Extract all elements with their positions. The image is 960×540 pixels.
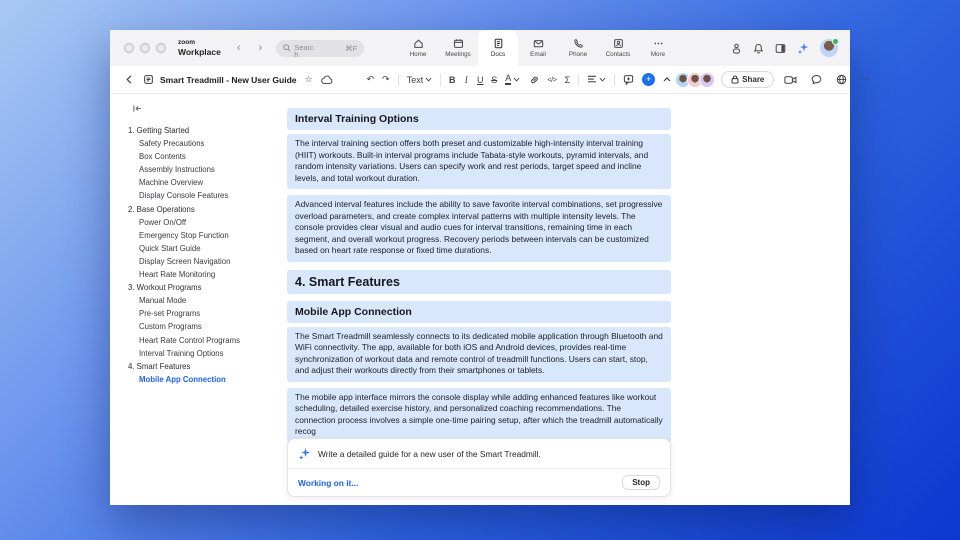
video-camera-icon[interactable] bbox=[780, 75, 801, 85]
document-workspace bbox=[110, 94, 850, 505]
ai-prompt-row bbox=[288, 439, 670, 468]
doc-paragraph[interactable]: The mobile app interface mirrors the console display while adding enhanced features like workout scheduling, detailed exercise history, and personalized coaching recommendations. The connection process involves a simple one-time pairing setup, after which the treadmill automatically recog bbox=[287, 388, 671, 443]
formatting-group bbox=[363, 73, 676, 86]
outline-item[interactable]: Display Screen Navigation bbox=[139, 256, 231, 266]
ai-companion-card bbox=[287, 438, 671, 497]
tab-contacts[interactable] bbox=[598, 30, 638, 66]
doc-heading[interactable]: 4. Smart Features bbox=[287, 270, 671, 294]
globe-icon[interactable] bbox=[832, 74, 851, 85]
document-body bbox=[287, 108, 671, 449]
meetings-icon bbox=[453, 38, 464, 49]
more-options-icon[interactable]: ⋯ bbox=[857, 74, 874, 85]
bold-button[interactable]: B bbox=[445, 75, 459, 85]
stop-button[interactable]: Stop bbox=[622, 475, 660, 490]
outline-item[interactable]: Heart Rate Monitoring bbox=[139, 270, 216, 280]
cloud-saved-icon[interactable] bbox=[317, 75, 337, 85]
outline-item[interactable]: Quick Start Guide bbox=[139, 243, 201, 253]
outline-item[interactable]: Power On/Off bbox=[139, 217, 187, 227]
text-color-dropdown[interactable]: A bbox=[501, 74, 524, 85]
document-title[interactable]: Smart Treadmill - New User Guide bbox=[160, 74, 297, 85]
tab-label: Contacts bbox=[605, 51, 631, 58]
outline-sidebar bbox=[128, 100, 280, 386]
outline-item[interactable]: 3. Workout Programs bbox=[128, 283, 202, 293]
tab-label: More bbox=[650, 51, 666, 58]
doc-heading[interactable]: Interval Training Options bbox=[287, 108, 671, 130]
align-dropdown[interactable] bbox=[583, 75, 610, 84]
close-window-button[interactable] bbox=[124, 43, 134, 53]
search-shortcut: ⌘F bbox=[345, 43, 358, 53]
insert-plus-button[interactable]: + bbox=[642, 73, 655, 86]
phone-icon bbox=[573, 38, 584, 49]
ai-sparkle-icon bbox=[298, 447, 311, 460]
divider bbox=[578, 74, 579, 86]
online-status-dot bbox=[832, 38, 839, 45]
user-avatar[interactable] bbox=[820, 39, 838, 57]
toolbar-right-group bbox=[675, 71, 874, 88]
tab-phone[interactable] bbox=[558, 30, 598, 66]
outline-item[interactable]: Custom Programs bbox=[139, 322, 202, 332]
user-icon[interactable] bbox=[731, 43, 742, 54]
ai-status-text: Working on it... bbox=[298, 477, 359, 488]
home-icon bbox=[413, 38, 424, 49]
outline-item[interactable]: Box Contents bbox=[139, 152, 186, 162]
docs-home-icon[interactable] bbox=[139, 74, 158, 85]
text-style-dropdown[interactable]: Text bbox=[403, 75, 437, 85]
outline-item[interactable]: Machine Overview bbox=[139, 178, 204, 188]
minimize-window-button[interactable] bbox=[140, 43, 150, 53]
back-nav-button[interactable]: ‹ bbox=[236, 42, 241, 54]
tab-label: Email bbox=[530, 51, 546, 58]
doc-paragraph[interactable]: The interval training section offers both preset and customizable high-intensity interval training (HIIT) workouts. Built-in interval programs include Tabata-style workouts, pyramid intervals, and random intensity variations. Users can specify work and rest periods, target speed and incline levels, and total workout duration. bbox=[287, 134, 671, 189]
notifications-bell-icon[interactable] bbox=[753, 43, 764, 54]
email-icon bbox=[533, 38, 544, 49]
collapse-toolbar-caret[interactable] bbox=[659, 77, 675, 82]
zoom-workplace-window bbox=[110, 30, 871, 504]
star-favorite-icon[interactable]: ☆ bbox=[301, 74, 317, 85]
chat-bubble-icon[interactable] bbox=[807, 74, 826, 85]
outline-item[interactable]: Assembly Instructions bbox=[139, 165, 215, 175]
collaborator-avatars[interactable] bbox=[675, 72, 715, 88]
outline-item[interactable]: Interval Training Options bbox=[139, 348, 224, 358]
outline-item[interactable]: 4. Smart Features bbox=[128, 361, 191, 371]
document-toolbar bbox=[110, 66, 871, 94]
tab-email[interactable] bbox=[518, 30, 558, 66]
outline-item[interactable]: Safety Precautions bbox=[139, 139, 205, 149]
tab-label: Phone bbox=[568, 51, 588, 58]
formula-button[interactable]: Σ bbox=[561, 75, 575, 85]
docs-icon bbox=[493, 38, 504, 49]
logo-zoom: zoom bbox=[178, 39, 195, 46]
code-block-button[interactable]: </> bbox=[543, 75, 560, 84]
doc-paragraph[interactable]: The Smart Treadmill seamlessly connects to its dedicated mobile application through Bluetooth and WiFi connectivity. The app, available for both iOS and Android devices, provides real-time synchronization of workout data and remote control of treadmill functions. Users can start, stop, and adjust their workouts directly from their smartphones or tablets. bbox=[287, 327, 671, 382]
search-icon bbox=[283, 42, 291, 52]
search-input[interactable] bbox=[276, 40, 364, 57]
doc-paragraph[interactable]: Advanced interval features include the ability to save favorite interval combinations, set progressive overload parameters, and create complex interval patterns with multiple intensity levels. The console provides clear visual and audio cues for interval transitions, remaining time in each segment, and overall workout progress. Recovery periods between intervals can be customized based on heart rate response or fixed time durations. bbox=[287, 195, 671, 262]
share-button[interactable]: Share bbox=[721, 71, 774, 88]
underline-button[interactable]: U bbox=[473, 75, 487, 85]
outline-item[interactable]: Display Console Features bbox=[139, 191, 229, 201]
more-icon bbox=[653, 38, 664, 49]
titlebar-right bbox=[731, 39, 838, 57]
divider bbox=[398, 74, 399, 86]
contacts-icon bbox=[613, 38, 624, 49]
outline-collapse-icon[interactable] bbox=[130, 102, 144, 115]
tab-home[interactable] bbox=[398, 30, 438, 66]
tab-label: Meetings bbox=[445, 51, 471, 58]
tab-more[interactable] bbox=[638, 30, 678, 66]
tab-meetings[interactable] bbox=[438, 30, 478, 66]
undo-icon[interactable]: ↶ bbox=[363, 74, 379, 85]
zoom-window-button[interactable] bbox=[156, 43, 166, 53]
redo-icon[interactable]: ↷ bbox=[378, 74, 394, 85]
comment-icon[interactable] bbox=[619, 74, 638, 85]
chevron-down-icon bbox=[599, 77, 606, 82]
side-panel-icon[interactable] bbox=[775, 43, 786, 54]
search-placeholder: Search bbox=[294, 42, 314, 59]
lock-icon bbox=[731, 75, 739, 84]
main-navigation bbox=[398, 30, 678, 66]
collaborator-avatar-3[interactable] bbox=[699, 72, 715, 88]
outline-item[interactable]: 1. Getting Started bbox=[128, 126, 190, 135]
logo-workplace: Workplace bbox=[178, 46, 221, 57]
italic-button[interactable]: I bbox=[459, 75, 473, 85]
strikethrough-button[interactable]: S bbox=[487, 75, 501, 85]
chevron-down-icon bbox=[425, 77, 432, 82]
divider bbox=[614, 74, 615, 86]
doc-heading[interactable]: Mobile App Connection bbox=[287, 301, 671, 323]
back-button[interactable] bbox=[120, 74, 139, 85]
window-controls bbox=[124, 43, 166, 53]
tab-label: Docs bbox=[490, 51, 506, 58]
outline-item[interactable]: Heart Rate Control Programs bbox=[139, 335, 240, 345]
titlebar bbox=[110, 30, 850, 66]
tab-label: Home bbox=[409, 51, 427, 58]
zoom-workplace-logo bbox=[178, 40, 221, 56]
link-icon[interactable] bbox=[524, 74, 543, 85]
divider bbox=[440, 74, 441, 86]
ai-prompt-text: Write a detailed guide for a new user of the Smart Treadmill. bbox=[318, 448, 541, 459]
chevron-down-icon bbox=[513, 77, 520, 82]
outline-item[interactable]: Mobile App Connection bbox=[139, 374, 226, 384]
forward-nav-button[interactable]: › bbox=[258, 42, 263, 54]
outline-item[interactable]: Emergency Stop Function bbox=[139, 230, 229, 240]
outline-item[interactable]: Manual Mode bbox=[139, 296, 187, 306]
ai-status-row bbox=[288, 469, 670, 496]
tab-docs[interactable] bbox=[478, 30, 518, 66]
outline-item[interactable]: 2. Base Operations bbox=[128, 204, 195, 214]
outline-item[interactable]: Pre-set Programs bbox=[139, 309, 201, 319]
ai-companion-sparkle-icon[interactable] bbox=[797, 42, 809, 54]
